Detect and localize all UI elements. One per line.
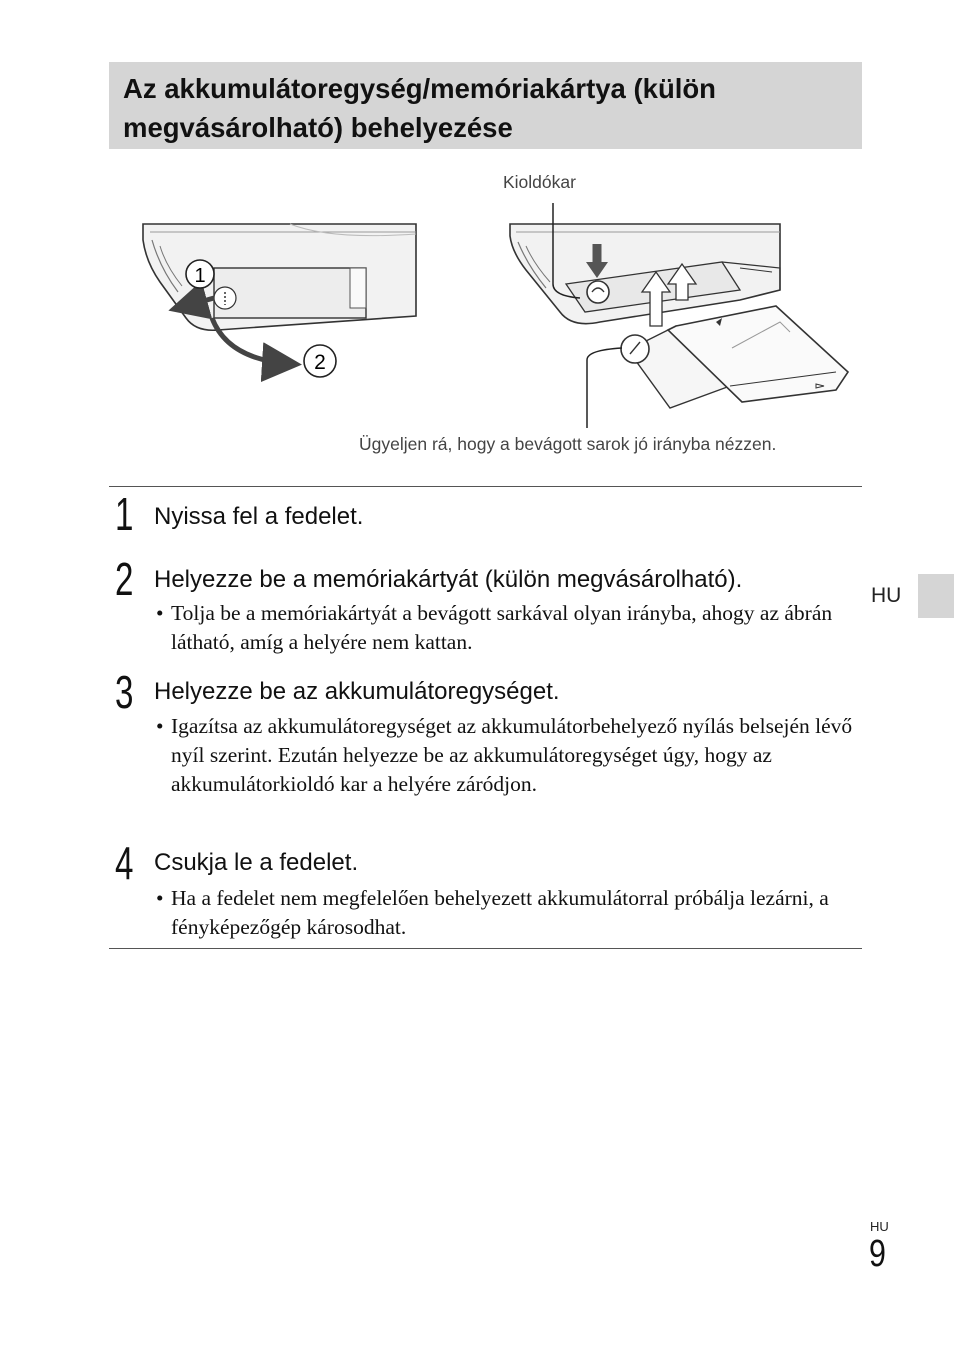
- step-2-bullet-text: Tolja be a memóriakártyát a bevágott sarkával olyan irányba, ahogy az ábrán látható, amíg a helyére nem kattan.: [171, 601, 833, 654]
- step-marker-1-icon: [186, 260, 214, 288]
- side-language-label: HU: [871, 584, 902, 607]
- step-2-bullet: [156, 599, 856, 657]
- step-marker-2-icon: [304, 345, 336, 377]
- step-1-number: 1: [115, 488, 134, 540]
- footer-language: HU: [870, 1219, 889, 1234]
- step-2-title: Helyezze be a memóriakártyát (külön megvásárolható).: [154, 566, 743, 593]
- release-lever-label: Kioldókar: [503, 172, 576, 192]
- section-title-line-2: megvásárolható) behelyezése: [123, 112, 513, 143]
- step-3-number: 3: [115, 666, 134, 718]
- bullet-symbol: •: [156, 886, 164, 910]
- step-3-bullet-text: Igazítsa az akkumulátoregységet az akkumulátorbehelyező nyílás belsején lévő nyíl szerint. Ezután helyezze be az akkumulátoregységet úgy, hogy az akkumulátorkioldó kar a helyére záródjon.: [171, 714, 853, 796]
- step-4-bullet-text: Ha a fedelet nem megfelelően behelyezett akkumulátorral próbálja lezárni, a fényképezőgép károsodhat.: [171, 886, 829, 939]
- step-marker-1-label: 1: [194, 265, 206, 287]
- steps-bottom-rule: [109, 948, 862, 949]
- step-4-number: 4: [115, 837, 134, 889]
- step-3-bullet: [156, 712, 856, 799]
- camera-battery-illustration: [0, 0, 954, 470]
- bullet-symbol: •: [156, 601, 164, 625]
- step-1-title: Nyissa fel a fedelet.: [154, 503, 364, 530]
- section-title-line-1: Az akkumulátoregység/memóriakártya (külön: [123, 73, 716, 104]
- page-number: 9: [869, 1233, 886, 1275]
- bullet-symbol: •: [156, 714, 164, 738]
- step-marker-2-label: 2: [314, 351, 326, 374]
- camera-bottom-left-illustration: [143, 224, 416, 364]
- corner-orientation-note: Ügyeljen rá, hogy a bevágott sarok jó irányba nézzen.: [359, 434, 777, 454]
- camera-bottom-right-illustration: [510, 203, 848, 428]
- step-4-bullet: [156, 884, 856, 942]
- side-language-tab: [918, 574, 954, 618]
- step-3-title: Helyezze be az akkumulátoregységet.: [154, 678, 560, 705]
- step-4-title: Csukja le a fedelet.: [154, 849, 359, 876]
- step-2-number: 2: [115, 553, 134, 605]
- steps-top-rule: [109, 486, 862, 487]
